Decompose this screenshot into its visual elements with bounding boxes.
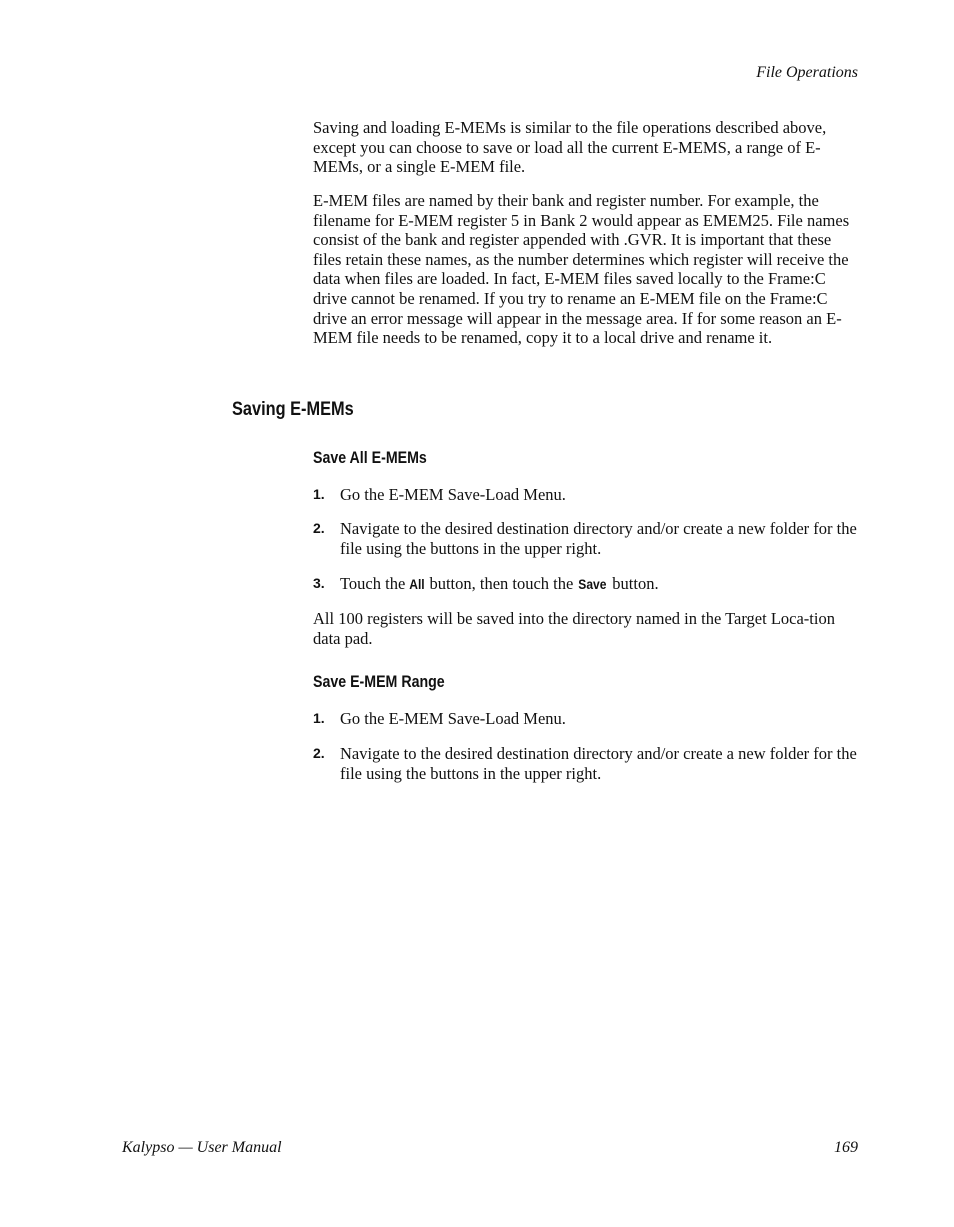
save-all-step-1 xyxy=(313,485,861,505)
step-text-after: button. xyxy=(612,574,659,593)
ui-term-all-button: All xyxy=(409,576,426,592)
step-number: 2. xyxy=(313,520,325,536)
step-text xyxy=(340,574,861,595)
save-all-step-3 xyxy=(313,574,861,595)
save-range-step-1 xyxy=(313,709,861,729)
running-header-section-title: File Operations xyxy=(756,64,858,81)
save-all-result-paragraph: All 100 registers will be saved into the directory named in the Target Loca-tion data pad. xyxy=(313,609,835,648)
step-text: Go the E-MEM Save-Load Menu. xyxy=(340,485,566,504)
intro-paragraph: Saving and loading E-MEMs is similar to the file operations described above, except you can choose to save or load all the current E-MEMS, a range of E-MEMs, or a single E-MEM file. xyxy=(313,118,827,177)
step-text: Go the E-MEM Save-Load Menu. xyxy=(340,709,566,728)
step-text-middle: button, then touch the xyxy=(429,574,574,593)
subheading-save-range: Save E-MEM Range xyxy=(313,673,445,691)
subheading-save-all: Save All E-MEMs xyxy=(313,449,427,467)
footer-page-number: 169 xyxy=(834,1139,858,1156)
save-range-step-2 xyxy=(313,744,861,783)
step-number: 3. xyxy=(313,575,325,591)
step-number: 1. xyxy=(313,486,325,502)
footer-manual-title: Kalypso — User Manual xyxy=(122,1139,282,1156)
save-all-step-2 xyxy=(313,519,861,558)
step-number: 2. xyxy=(313,745,325,761)
step-text-before: Touch the xyxy=(340,574,406,593)
step-text: Navigate to the desired destination directory and/or create a new folder for the file using the buttons in the upper right. xyxy=(340,519,857,558)
section-heading-saving-emems: Saving E-MEMs xyxy=(232,399,354,420)
step-number: 1. xyxy=(313,710,325,726)
naming-paragraph: E-MEM files are named by their bank and register number. For example, the filename for E-MEM register 5 in Bank 2 would appear as EMEM25. File names consist of the bank and register appended with .GVR. It is important that these files retain these names, as the number determines which register will receive the data when files are loaded. In fact, E-MEM files saved locally to the Frame:C drive cannot be renamed. If you try to rename an E-MEM file on the Frame:C drive an error message will appear in the message area. If for some reason an E-MEM file needs to be renamed, copy it to a local drive and rename it. xyxy=(313,191,850,348)
step-text: Navigate to the desired destination directory and/or create a new folder for the file using the buttons in the upper right. xyxy=(340,744,857,783)
ui-term-save-button: Save xyxy=(578,576,607,592)
